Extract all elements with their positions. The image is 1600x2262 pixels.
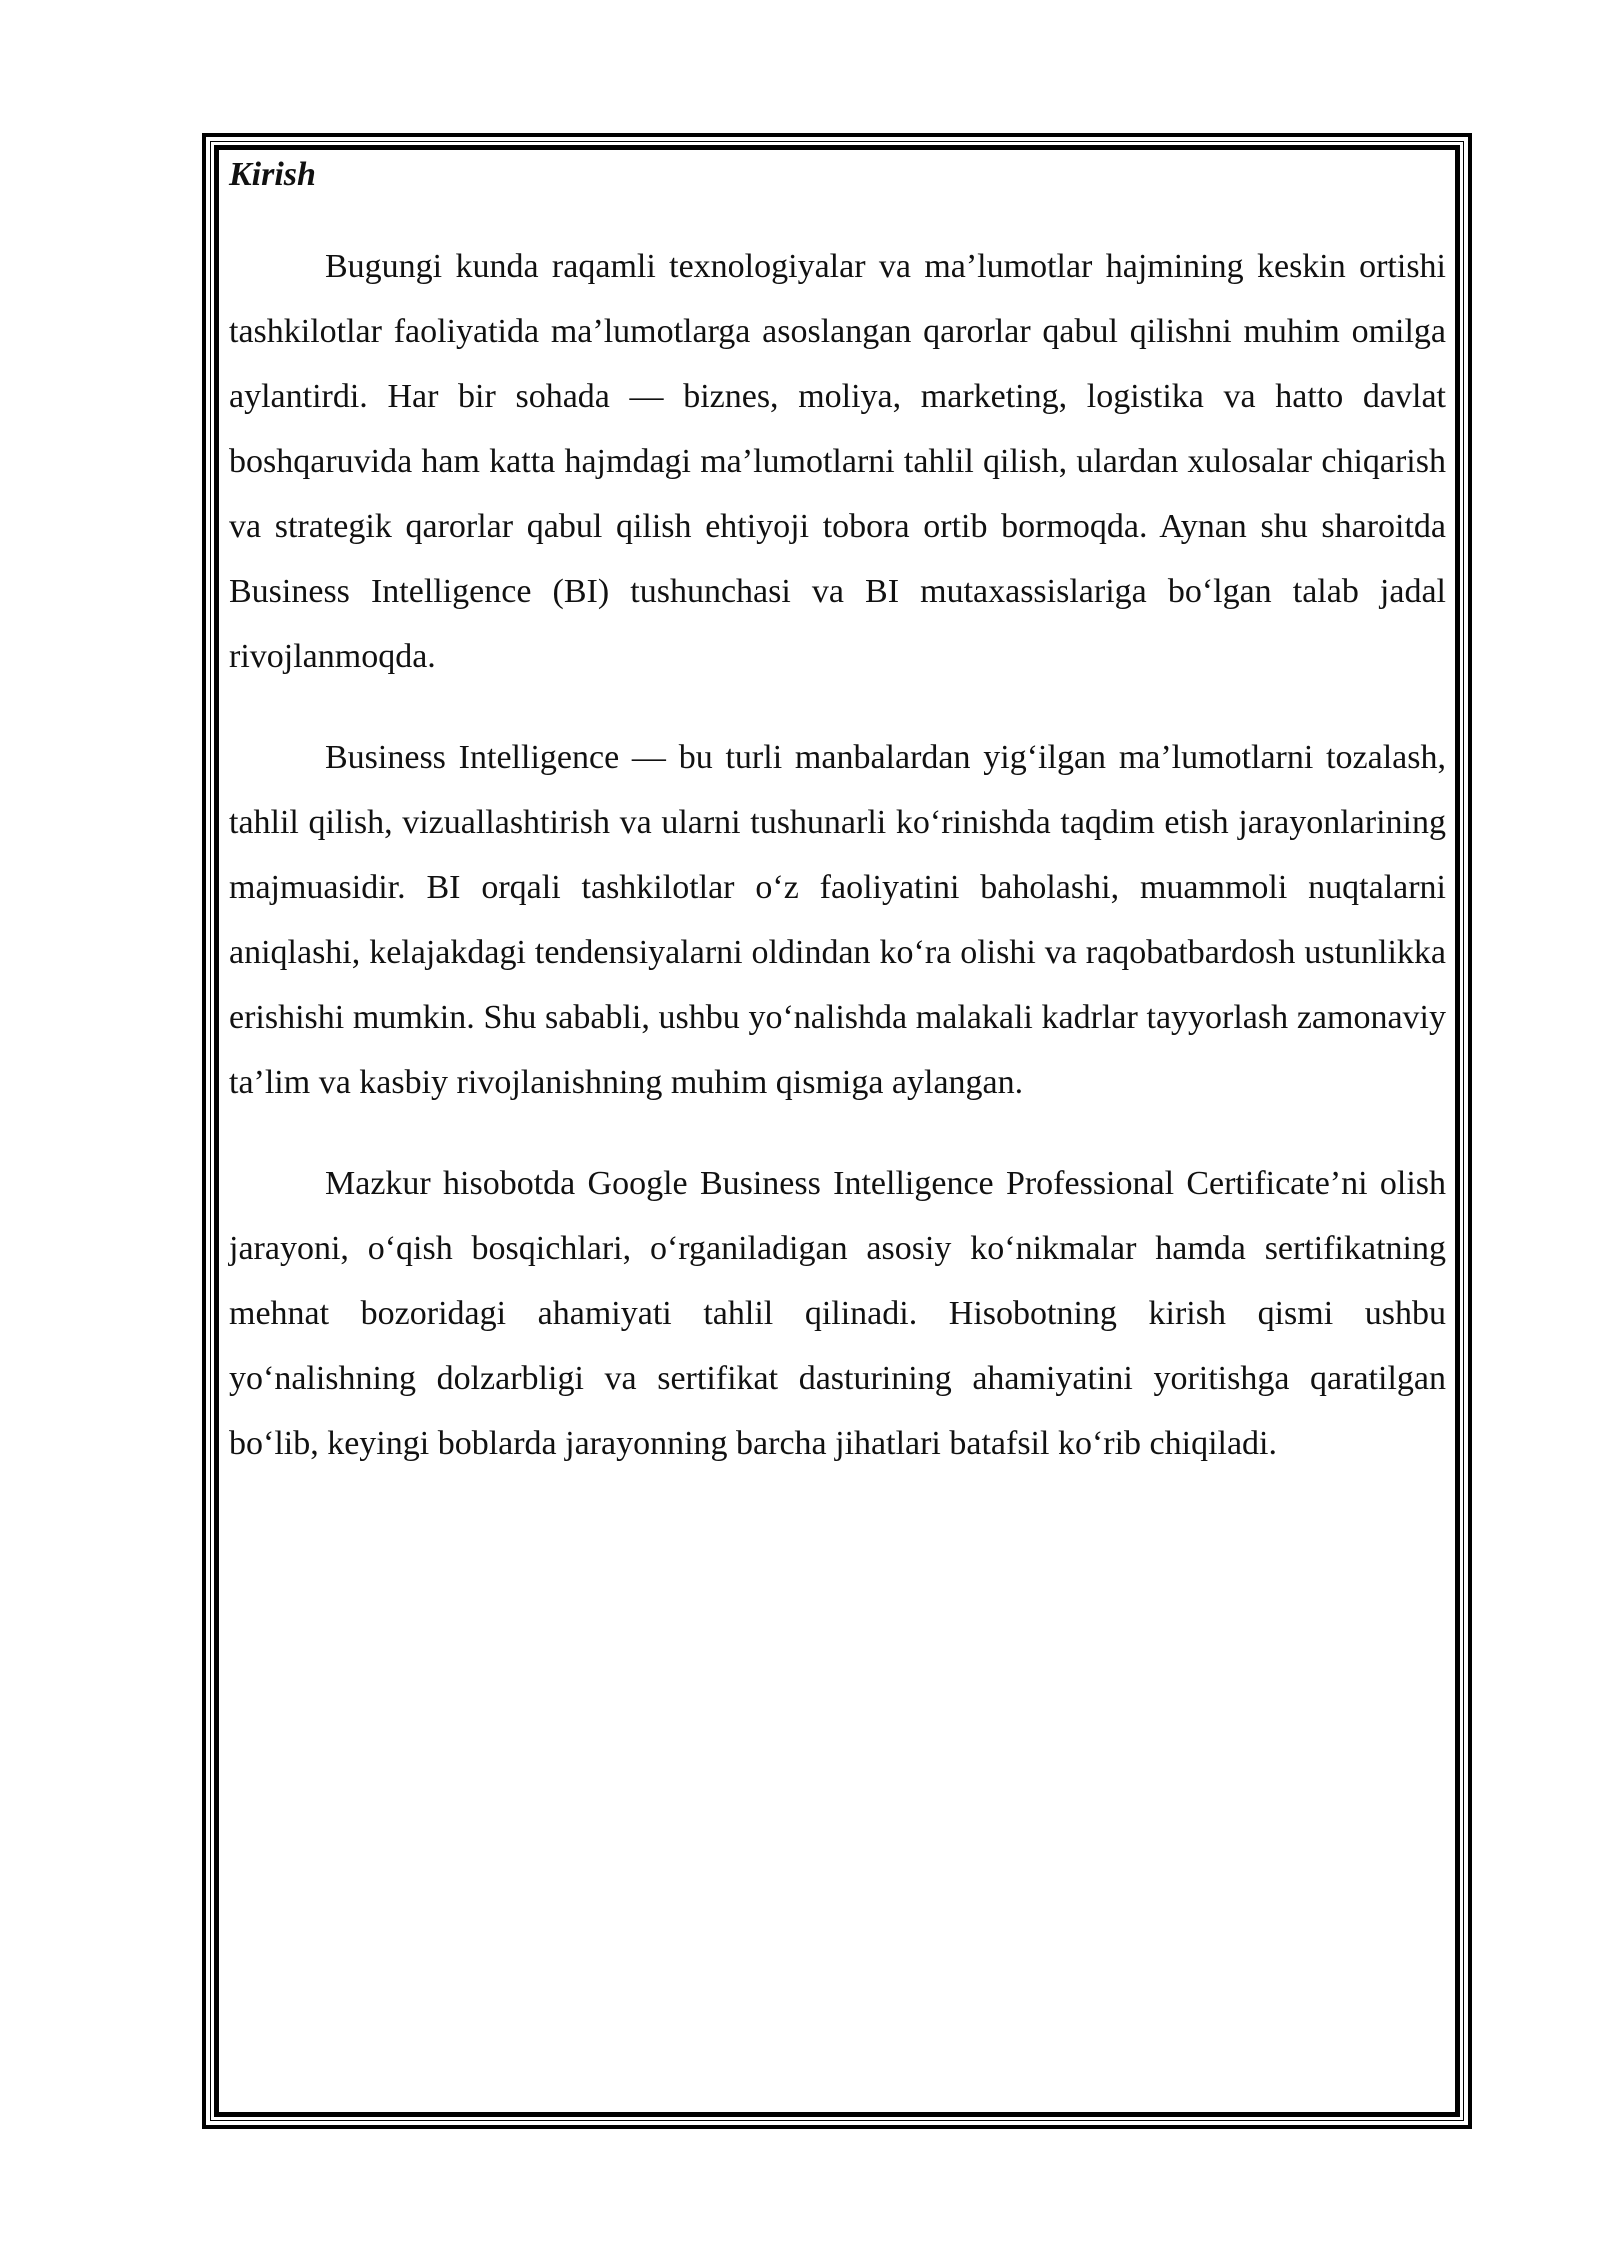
paragraph-2: Business Intelligence — bu turli manbalardan yig‘ilgan ma’lumotlarni tozalash, tahlil qilish, vizuallashtirish va ularni tushunarli ko‘rinishda taqdim etish jarayonlarining majmuasidir. BI orqali tashkilotlar o‘z faoliyatini baholashi, muammoli nuqtalarni aniqlashi, kelajakdagi tendensiyalarni oldindan ko‘ra olishi va raqobatbardosh ustunlikka erishishi mumkin. Shu sababli, ushbu yo‘nalishda malakali kadrlar tayyorlash zamonaviy ta’lim va kasbiy rivojlanishning muhim qismiga aylangan. — [229, 739, 1446, 1101]
page-content — [229, 150, 1446, 1512]
paragraph-3: Mazkur hisobotda Google Business Intelligence Professional Certificate’ni olish jarayoni, o‘qish bosqichlari, o‘rganiladigan asosiy ko‘nikmalar hamda sertifikatning mehnat bozoridagi ahamiyati tahlil qilinadi. Hisobotning kirish qismi ushbu yo‘nalishning dolzarbligi va sertifikat dasturining ahamiyatini yoritishga qaratilgan bo‘lib, keyingi boblarda jarayonning barcha jihatlari batafsil ko‘rib chiqiladi. — [229, 1165, 1446, 1462]
paragraph-1: Bugungi kunda raqamli texnologiyalar va ma’lumotlar hajmining keskin ortishi tashkilotlar faoliyatida ma’lumotlarga asoslangan qarorlar qabul qilishni muhim omilga aylantirdi. Har bir sohada — biznes, moliya, marketing, logistika va hatto davlat boshqaruvida ham katta hajmdagi ma’lumotlarni tahlil qilish, ulardan xulosalar chiqarish va strategik qarorlar qabul qilish ehtiyoji tobora ortib bormoqda. Aynan shu sharoitda Business Intelligence (BI) tushunchasi va BI mutaxassislariga bo‘lgan talab jadal rivojlanmoqda. — [229, 248, 1446, 675]
section-heading: Kirish — [229, 156, 316, 193]
